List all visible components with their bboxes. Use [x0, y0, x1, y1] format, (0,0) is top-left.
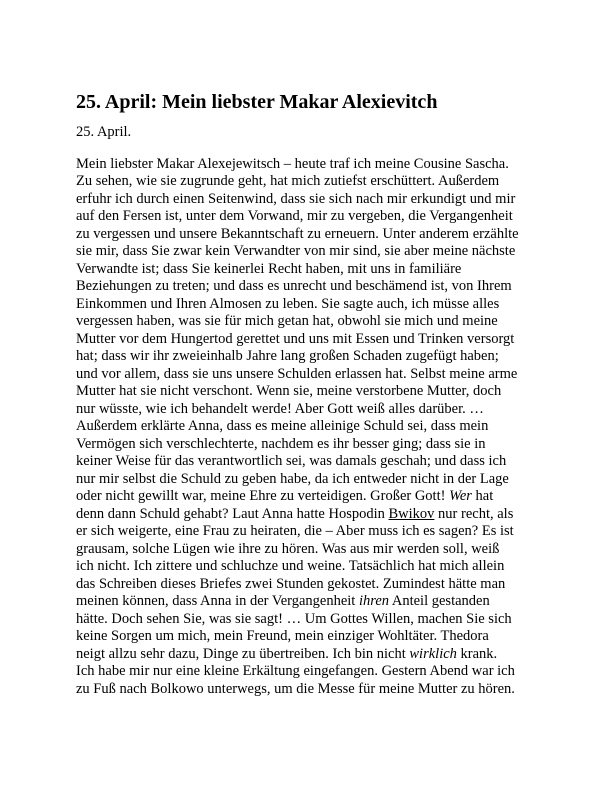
body-line: neigt allzu sehr dazu, Dinge zu übertreiben. Ich bin nicht wirklich krank.	[76, 645, 498, 662]
emphasis-text: Wer	[449, 488, 472, 504]
body-line: das Schreiben dieses Briefes zwei Stunden gekostet. Zumindest hätte man	[76, 575, 506, 592]
body-line: er sich weigerte, eine Frau zu heiraten, die – Aber muss ich es sagen? Es ist	[76, 523, 514, 539]
body-line: Mutter vor dem Hungertod gerettet und uns mit Essen und Trinken versorgt	[76, 330, 515, 347]
body-line: ich nicht. Ich zittere und schluchze und weine. Tatsächlich hat mich allein	[76, 558, 505, 574]
bwikov-link[interactable]: Bwikov	[388, 505, 435, 522]
body-line: sie mir, dass Sie zwar kein Verwandter von mir sind, sie aber meine nächste	[76, 243, 516, 259]
body-line: hätte. Doch sehen Sie, was sie sagt! … Um Gottes Willen, machen Sie sich	[76, 610, 512, 627]
body-line: auf den Fersen ist, unter dem Vorwand, mir zu vergeben, die Vergangenheit	[76, 208, 513, 224]
body-line: Einkommen und Ihren Almosen zu leben. Sie sagte auch, ich müsse alles	[76, 295, 500, 312]
body-line: Mein liebster Makar Alexejewitsch – heute traf ich meine Cousine Sascha.	[76, 155, 509, 172]
body-line: hat; dass wir ihr zweieinhalb Jahre lang großen Schaden zugefügt haben;	[76, 348, 499, 364]
body-line: grausam, solche Lügen wie ihre zu hören. Was aus mir werden soll, weiß	[76, 540, 500, 557]
body-line: denn dann Schuld gehabt? Laut Anna hatte Hospodin Bwikov nur recht, als	[76, 505, 514, 522]
body-line: nur wüsste, wie ich behandelt werde! Aber Gott weiß alles darüber. …	[76, 400, 484, 417]
body-line: oder nicht gewillt war, meine Ehre zu verteidigen. Großer Gott! Wer hat	[76, 488, 494, 504]
emphasis-text: ihren	[358, 593, 390, 609]
body-line: meinen können, dass Anna in der Vergangenheit ihren Anteil gestanden	[76, 593, 490, 609]
body-line: Ich habe mir nur eine kleine Erkältung eingefangen. Gestern Abend war ich	[76, 663, 515, 679]
body-line: Zu sehen, wie sie zugrunde geht, hat mich zutiefst erschüttert. Außerdem	[76, 173, 500, 189]
body-line: Vermögen sich verschlechterte, nachdem es ihr besser ging; dass sie in	[76, 435, 486, 452]
body-line: und vor allem, dass sie uns unsere Schulden erlassen hat. Selbst meine arme	[76, 365, 518, 382]
body-line: keine Sorgen um mich, mein Freund, mein einziger Wohltäter. Thedora	[76, 628, 489, 644]
body-line: keiner Weise für das verantwortlich sei, was damals geschah; und dass ich	[76, 453, 507, 469]
body-line: nur mir selbst die Schuld zu geben habe, da ich entweder nicht in der Lage	[76, 470, 509, 487]
body-line: zu Fuß nach Bolkowo unterwegs, um die Messe für meine Mutter zu hören.	[76, 680, 515, 697]
body-line: vergessen haben, was sie für mich getan hat, obwohl sie mich und meine	[76, 313, 498, 329]
body-line: Mutter hat sie nicht verschont. Wenn sie, meine verstorbene Mutter, doch	[76, 383, 502, 399]
date-line: 25. April.	[76, 124, 132, 140]
body-line: Beziehungen zu treten; und dass es unrecht und beschämend ist, von Ihrem	[76, 278, 512, 294]
body-line: Verwandte ist; dass Sie keinerlei Recht haben, mit uns in familiäre	[76, 260, 462, 277]
document-page	[76, 88, 538, 698]
body-line: zu vergessen und unsere Bekanntschaft zu erneuern. Unter anderem erzählte	[76, 225, 519, 242]
body-line: Außerdem erklärte Anna, dass es meine alleinige Schuld sei, dass mein	[76, 418, 489, 434]
body-line: erfuhr ich durch einen Seitenwind, dass sie sich nach mir erkundigt und mir	[76, 190, 516, 207]
emphasis-text: wirklich	[409, 645, 457, 662]
document-title: 25. April: Mein liebster Makar Alexievitch	[76, 91, 438, 113]
letter-body	[76, 156, 538, 699]
